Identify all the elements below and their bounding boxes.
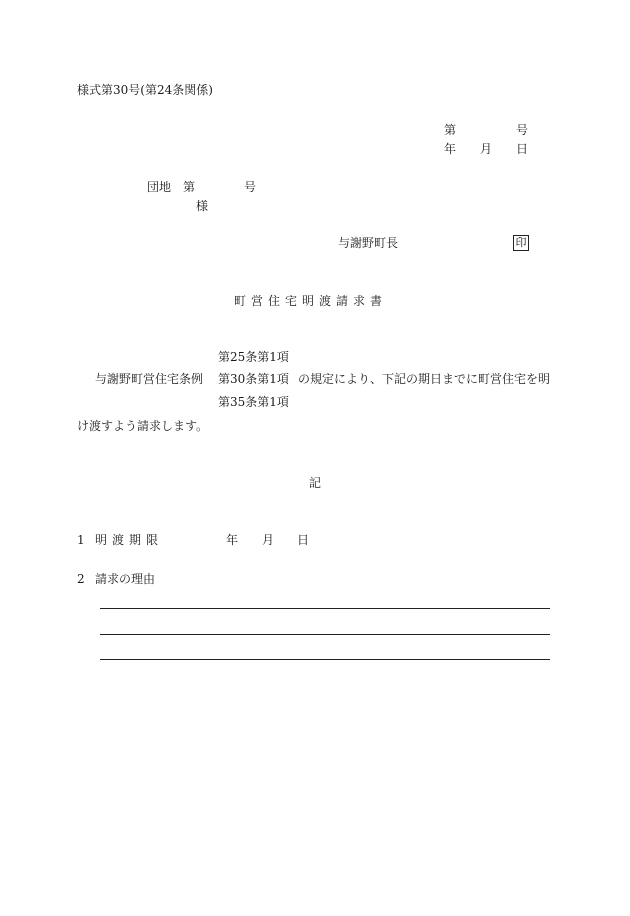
date-year: 年 bbox=[444, 142, 457, 156]
date-month: 月 bbox=[480, 142, 493, 156]
seal-mark: 印 bbox=[513, 235, 529, 251]
article-option-30: 第30条第1項 bbox=[218, 372, 289, 386]
doc-number-dai: 第 bbox=[444, 123, 457, 137]
ki-heading: 記 bbox=[309, 476, 322, 490]
body-text-line1: の規定により、下記の期日までに町営住宅を明 bbox=[298, 372, 551, 386]
article-option-35: 第35条第1項 bbox=[218, 395, 289, 409]
recipient-sama: 様 bbox=[196, 199, 209, 213]
date-day: 日 bbox=[516, 142, 529, 156]
reason-line bbox=[100, 608, 550, 609]
item1-number: 1 bbox=[77, 533, 85, 547]
item2-number: 2 bbox=[77, 572, 85, 586]
document-title: 町営住宅明渡請求書 bbox=[234, 294, 388, 308]
item2-label: 請求の理由 bbox=[95, 572, 156, 586]
article-option-25: 第25条第1項 bbox=[218, 350, 289, 364]
body-ordinance-name: 与謝野町営住宅条例 bbox=[95, 372, 204, 386]
reason-line bbox=[100, 634, 550, 635]
issuer-name: 与謝野町長 bbox=[338, 236, 399, 250]
recipient-dai: 第 bbox=[183, 180, 196, 194]
recipient-danchi: 団地 bbox=[147, 180, 172, 194]
item1-label: 明渡期限 bbox=[95, 533, 164, 547]
form-number: 様式第30号(第24条関係) bbox=[77, 83, 213, 97]
recipient-go: 号 bbox=[244, 180, 257, 194]
reason-line bbox=[100, 659, 550, 660]
doc-number-go: 号 bbox=[516, 123, 529, 137]
item1-month: 月 bbox=[262, 533, 275, 547]
item1-day: 日 bbox=[297, 533, 310, 547]
item1-year: 年 bbox=[226, 533, 239, 547]
body-text-line2: け渡すよう請求します。 bbox=[77, 419, 209, 433]
